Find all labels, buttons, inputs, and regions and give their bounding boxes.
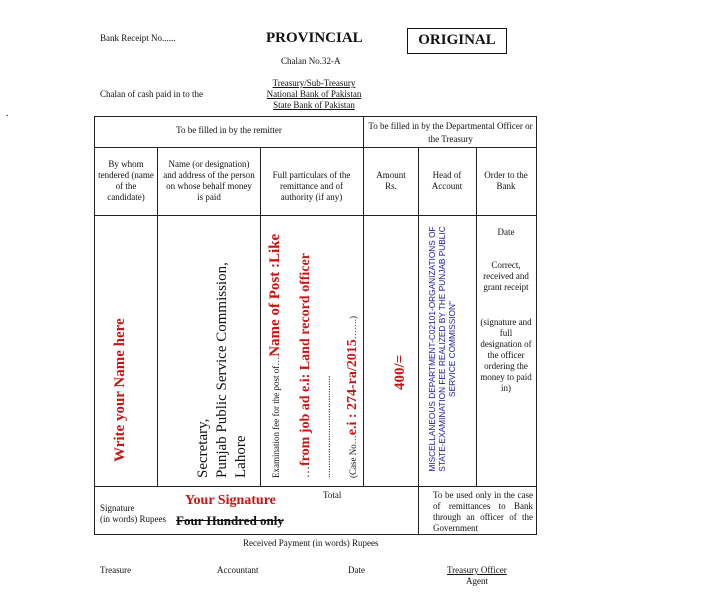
amount-value: 400/=: [392, 354, 408, 390]
ppsc-line: Punjab Public Service Commission,: [214, 262, 230, 478]
secretary-line: Secretary,: [195, 418, 211, 478]
post-name-value: Name of Post :Like: [267, 233, 283, 357]
case-prefix: (Case No…: [348, 435, 358, 478]
national-bank-line: National Bank of Pakistan: [266, 89, 362, 99]
treasury-line: Treasury/Sub-Treasury: [272, 78, 356, 88]
chalan-number: Chalan No.32-A: [281, 56, 341, 66]
write-name-placeholder: Write your Name here: [112, 318, 128, 462]
treasure-label: Treasure: [100, 565, 132, 575]
col-header-tendered: By whom tendered (name of the candidate): [98, 159, 154, 202]
exam-fee-line: [266, 234, 284, 478]
accountant-label: Accountant: [217, 565, 259, 575]
stray-dot: .: [6, 108, 9, 119]
total-label: Total: [323, 490, 342, 500]
col-divider-5: [476, 147, 477, 487]
col-divider-4: [418, 147, 419, 535]
order-correct-label: Correct, received and grant receipt: [483, 260, 529, 292]
exam-fee-prefix: Examination fee for the post of…: [271, 356, 281, 478]
column-header-divider: [94, 215, 537, 216]
col-header-particulars: Full particulars of the remittance and of authority (if any): [272, 170, 351, 202]
head-of-account-value: MISCELLANEOUS DEPARTMENT-C02101-ORGANIZATIONS OF STATE-EXAMINATION FEE REALIZED BY THE PUNJAB PUBLIC SERVICE COMMISSION": [427, 226, 457, 472]
signature-label: Signature: [100, 503, 135, 513]
your-signature-placeholder: Your Signature: [185, 493, 276, 508]
job-ad-value: from job ad e.i: Land record officer: [298, 253, 313, 466]
table-bottom-border: [94, 534, 537, 535]
col-header-name-address: Name (or designation) and address of the person on whose behalf money is paid: [163, 159, 255, 202]
case-suffix: …….): [348, 315, 358, 340]
order-date-label: Date: [497, 227, 515, 237]
amount-in-words: Four Hundred only: [176, 513, 284, 528]
job-ad-line: [296, 253, 314, 478]
table-left-border: [94, 116, 95, 535]
lahore-line: Lahore: [233, 435, 249, 478]
used-only-note: To be used only in the case of remittances to Bank through an officer of the Government: [433, 490, 533, 533]
agent-label: Agent: [466, 576, 488, 586]
in-words-label: (in words) Rupees: [100, 514, 166, 524]
col-header-amount: Amount Rs.: [376, 170, 406, 191]
case-number-value: e.i : 274-ra/2015: [345, 339, 360, 436]
table-top-border: [94, 116, 537, 117]
bank-receipt-label: Bank Receipt No......: [100, 33, 176, 43]
header-row-divider: [94, 147, 537, 148]
received-payment-label: Received Payment (in words) Rupees: [243, 538, 379, 548]
chalan-paid-label: Chalan of cash paid in to the: [100, 89, 203, 99]
col-divider-2: [260, 147, 261, 487]
table-right-border: [536, 116, 537, 535]
provincial-title: PROVINCIAL: [266, 30, 363, 46]
col-divider-3: [363, 116, 364, 487]
col-header-head: Head of Account: [431, 170, 463, 191]
officer-section-header: To be filled in by the Departmental Officer or the Treasury: [368, 121, 533, 144]
state-bank-line: State Bank of Pakistan: [273, 100, 355, 110]
case-number-line: [343, 316, 361, 478]
order-signature-label: (signature and full designation of the officer ordering the money to paid in): [480, 317, 532, 393]
date-label: Date: [348, 565, 365, 575]
col-divider-1: [157, 147, 158, 487]
job-ad-prefix: …: [298, 466, 312, 478]
remitter-section-header: To be filled in by the remitter: [176, 125, 282, 135]
body-bottom-divider: [94, 486, 537, 487]
treasury-officer-label: Treasury Officer: [447, 565, 507, 575]
original-box: ORIGINAL: [407, 28, 507, 54]
col-header-order: Order to the Bank: [484, 170, 528, 191]
dots-line: .........................................: [322, 375, 333, 478]
